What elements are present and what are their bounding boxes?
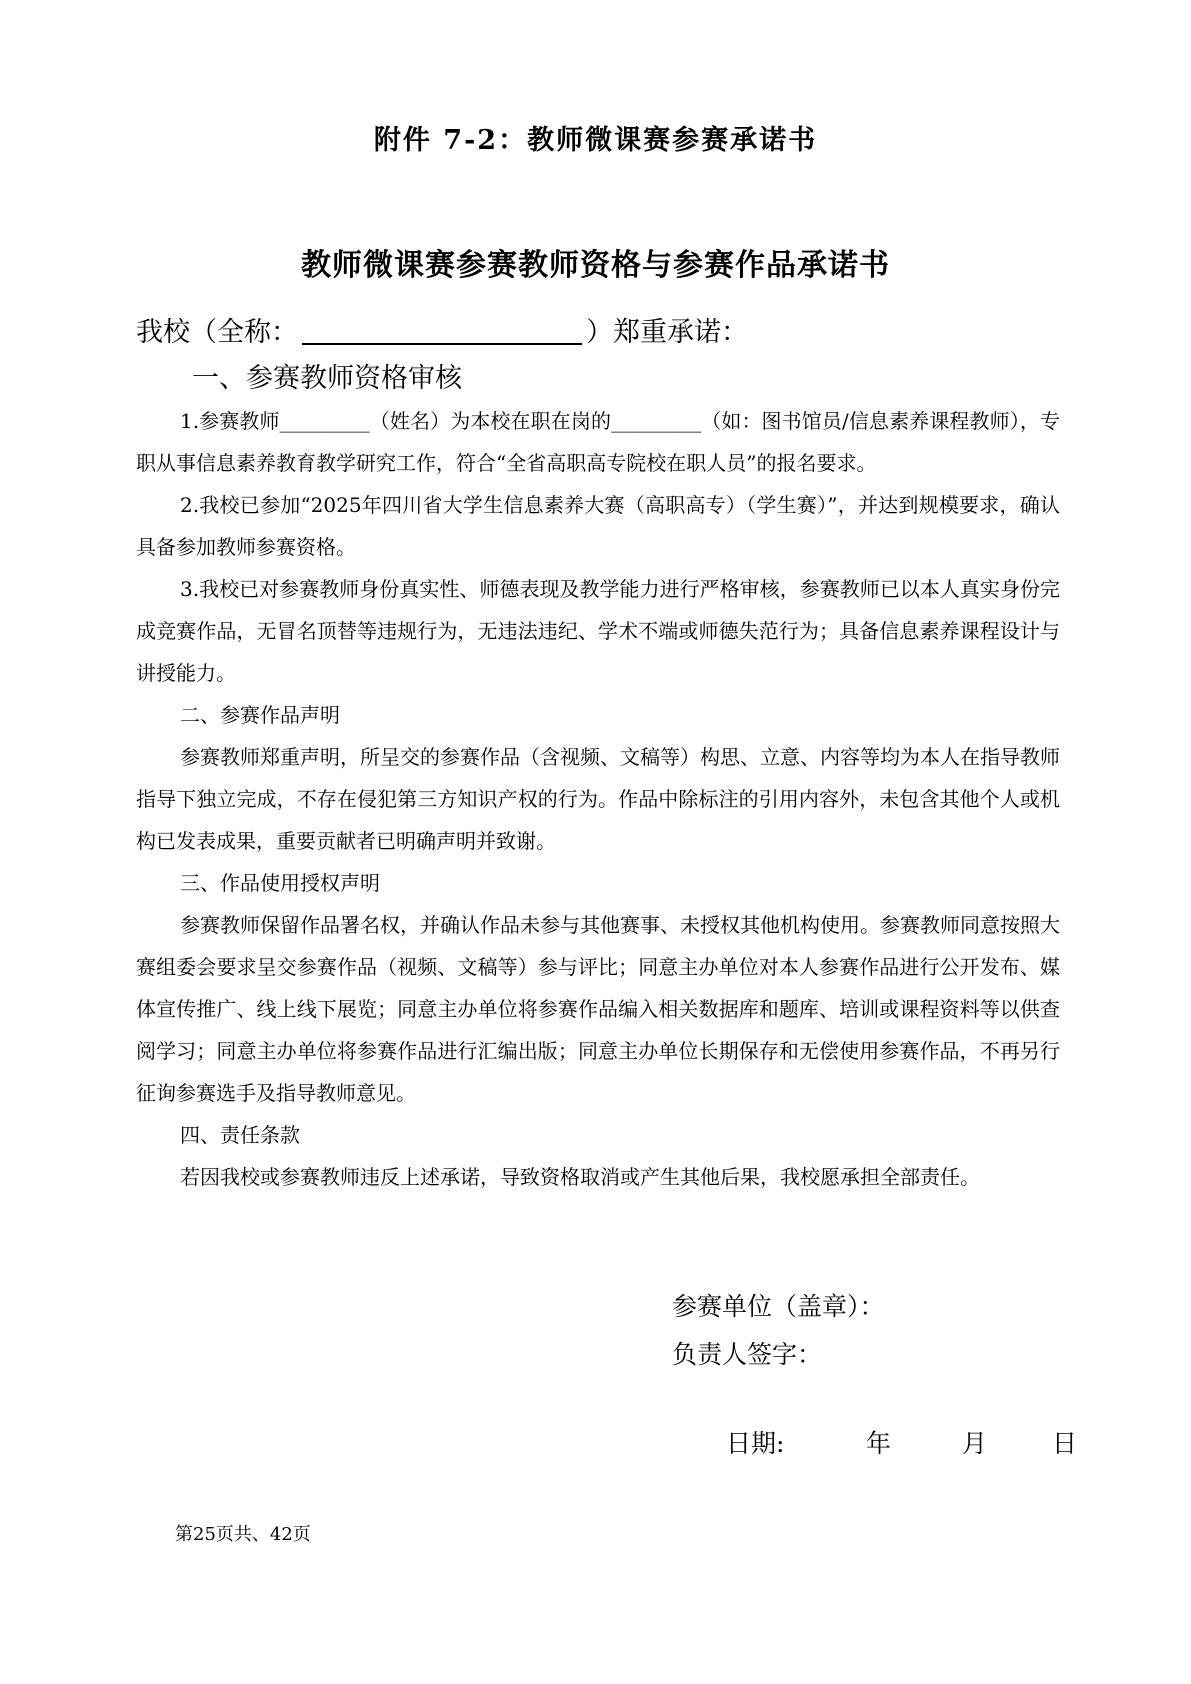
school-line-suffix: ）郑重承诺：: [586, 317, 748, 348]
qualification-item-2: 2.我校已参加“2025年四川省大学生信息素养大赛（高职高专）（学生赛）”，并达到规模要求，确认具备参加教师参赛资格。: [136, 493, 1060, 559]
document-body: [136, 400, 1060, 1198]
date-month-label: 月: [962, 1429, 988, 1458]
qualification-item-3: 3.我校已对参赛教师身份真实性、师德表现及教学能力进行严格审核，参赛教师已以本人真实身份完成竞赛作品，无冒名顶替等违规行为，无违法违纪、学术不端或师德失范行为；具备信息素养课程设计与讲授能力。: [136, 577, 1060, 685]
page-number-footer: 第25页共、42页: [175, 1524, 311, 1545]
date-label: 日期:: [726, 1429, 785, 1458]
signature-block: [672, 1283, 885, 1379]
attachment-title: 附件 7-2：教师微课赛参赛承诺书: [373, 125, 818, 156]
school-name-line: [136, 310, 748, 349]
date-day-label: 日: [1052, 1429, 1078, 1458]
section-two-title: 二、参赛作品声明: [180, 703, 340, 727]
section-one-title: 一、参赛教师资格审核: [192, 363, 462, 394]
section-two-text: 参赛教师郑重声明，所呈交的参赛作品（含视频、文稿等）构思、立意、内容等均为本人在指导教师指导下独立完成，不存在侵犯第三方知识产权的行为。作品中除标注的引用内容外，未包含其他个人或机构已发表成果，重要贡献者已明确声明并致谢。: [136, 745, 1060, 853]
section-three-text: 参赛教师保留作品署名权，并确认作品未参与其他赛事、未授权其他机构使用。参赛教师同意按照大赛组委会要求呈交参赛作品（视频、文稿等）参与评比；同意主办单位对本人参赛作品进行公开发布、媒体宣传推广、线上线下展览；同意主办单位将参赛作品编入相关数据库和题库、培训或课程资料等以供查阅学习；同意主办单位将参赛作品进行汇编出版；同意主办单位长期保存和无偿使用参赛作品，不再另行征询参赛选手及指导教师意见。: [136, 913, 1060, 1105]
unit-seal-label: 参赛单位（盖章）：: [672, 1292, 885, 1321]
section-four-title: 四、责任条款: [180, 1123, 300, 1147]
date-year-label: 年: [866, 1429, 892, 1458]
document-title: 教师微课赛参赛教师资格与参赛作品承诺书: [301, 248, 890, 283]
school-line-prefix: 我校（全称：: [136, 317, 298, 348]
section-four-text: 若因我校或参赛教师违反上述承诺，导致资格取消或产生其他后果，我校愿承担全部责任。: [180, 1165, 980, 1189]
section-three-title: 三、作品使用授权声明: [180, 871, 380, 895]
date-line: [726, 1424, 1077, 1460]
person-signature-label: 负责人签字：: [672, 1340, 823, 1369]
school-name-blank: [302, 316, 582, 345]
qualification-item-1: 1.参赛教师_________（姓名）为本校在职在岗的_________（如：图书馆员/信息素养课程教师），专职从事信息素养教育教学研究工作，符合“全省高职高专院校在职人员”的报名要求。: [136, 409, 1060, 475]
